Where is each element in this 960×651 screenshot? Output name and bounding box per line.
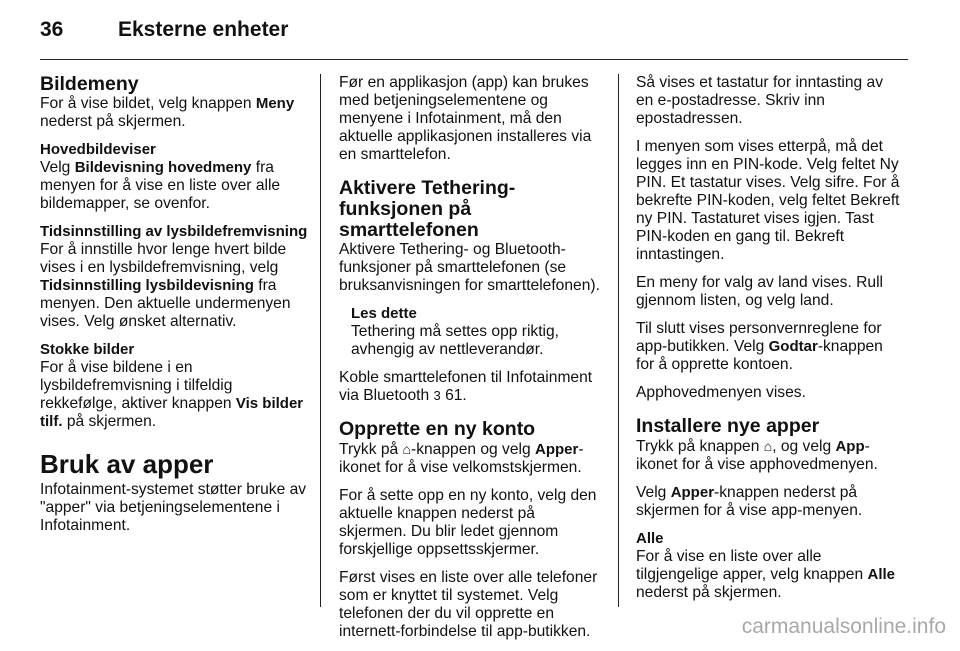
column-2 <box>339 74 605 651</box>
page-number: 36 <box>40 18 64 41</box>
home-icon: ⌂ <box>763 438 773 454</box>
column-3 <box>636 74 904 612</box>
heading-opprette-konto: Opprette en ny konto <box>339 418 536 440</box>
column-1 <box>40 74 308 545</box>
reference-arrow-icon: 3 <box>433 388 441 403</box>
paragraph: Før en applikasjon (app) kan brukes med betjeningselementene og menyene i Infotainment, må den aktuelle applikasjonen installeres via en smarttelefon. <box>339 74 592 163</box>
heading-installere-apper: Installere nye apper <box>636 415 820 437</box>
paragraph: For å vise bildet, velg knappen Meny nederst på skjermen. <box>40 95 295 130</box>
column-divider-1 <box>320 74 321 607</box>
paragraph: Trykk på ⌂-knappen og velg Apper-ikonet for å vise velkomstskjermen. <box>339 441 584 476</box>
home-icon: ⌂ <box>402 441 412 457</box>
paragraph: Velg Apper-knappen nederst på skjermen for å vise app-menyen. <box>636 484 863 519</box>
paragraph: Apphovedmenyen vises. <box>636 384 806 401</box>
paragraph: Til slutt vises personvernreglene for app-butikken. Velg Godtar-knappen for å opprette kontoen. <box>636 320 883 373</box>
page-header <box>0 0 960 62</box>
page-title: Eksterne enheter <box>118 18 289 41</box>
paragraph: For å vise bildene i en lysbildefremvisning i tilfeldig rekkefølge, aktiver knappen Vis bilder tilf. på skjermen. <box>40 359 304 430</box>
paragraph: Velg Bildevisning hovedmeny fra menyen for å vise en liste over alle bildemapper, se ovenfor. <box>40 159 281 212</box>
header-rule <box>40 59 908 60</box>
heading-tidsinnstilling: Tidsinnstilling av lysbildefremvisning <box>40 223 308 240</box>
column-divider-2 <box>618 74 619 607</box>
paragraph: Koble smarttelefonen til Infotainment via Bluetooth 3 61. <box>339 369 593 404</box>
paragraph: Trykk på knappen ⌂, og velg App-ikonet for å vise apphovedmenyen. <box>636 438 878 473</box>
heading-bruk-av-apper: Bruk av apper <box>40 449 214 479</box>
heading-bildemeny: Bildemeny <box>40 73 139 95</box>
paragraph: En meny for valg av land vises. Rull gjennom listen, og velg land. <box>636 274 884 309</box>
heading-stokke-bilder: Stokke bilder <box>40 341 135 358</box>
note-text: Tethering må settes opp riktig, avhengig av nettleverandør. <box>351 323 560 358</box>
paragraph: I menyen som vises etterpå, må det legges inn en PIN-kode. Velg feltet Ny PIN. Et tastatur vises. Velg sifre. For å bekrefte PIN-koden, velg feltet Bekreft ny PIN. Tastaturet vises igjen. Tast PIN-koden en gang til. Bekreft inntastingen. <box>636 138 900 263</box>
watermark: carmanualsonline.info <box>741 615 946 638</box>
heading-aktivere-tethering: Aktivere Tethering-funksjonen på smarttelefonen <box>339 177 516 241</box>
paragraph: For å vise en liste over alle tilgjengelige apper, velg knappen Alle nederst på skjermen. <box>636 548 896 601</box>
heading-hovedbildeviser: Hovedbildeviser <box>40 141 156 158</box>
note-box <box>351 305 605 359</box>
paragraph: Infotainment-systemet støtter bruke av "apper" via betjeningselementene i Infotainment. <box>40 481 307 534</box>
paragraph: For å sette opp en ny konto, velg den aktuelle knappen nederst på skjermen. Du blir ledet gjennom forskjellige oppsettsskjermer. <box>339 487 597 558</box>
heading-alle: Alle <box>636 530 664 547</box>
note-title: Les dette <box>351 305 417 322</box>
paragraph: Først vises en liste over alle telefoner som er knyttet til systemet. Velg telefonen der du vil opprette en internett-forbindelse til app-butikken. <box>339 569 598 640</box>
paragraph: Aktivere Tethering- og Bluetooth-funksjoner på smarttelefonen (se bruksanvisningen for smarttelefonen). <box>339 241 600 294</box>
paragraph: Så vises et tastatur for inntasting av en e-postadresse. Skriv inn epostadressen. <box>636 74 884 127</box>
paragraph: For å innstille hvor lenge hvert bilde vises i en lysbildefremvisning, velg Tidsinnstilling lysbildevisning fra menyen. Den aktuelle undermenyen vises. Velg ønsket alternativ. <box>40 241 291 330</box>
